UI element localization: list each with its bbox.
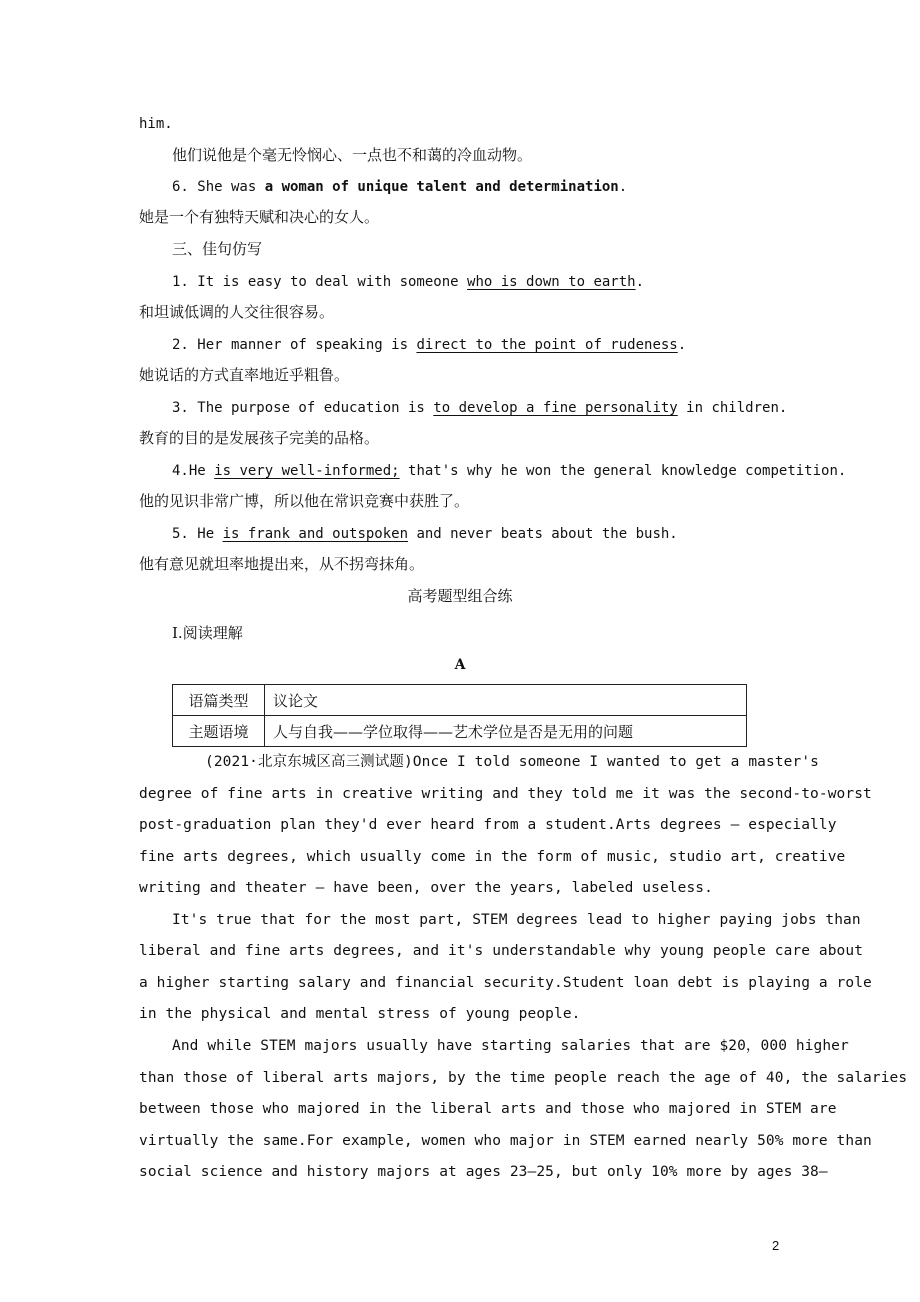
imitation-sentence-2: [172, 335, 686, 355]
imitation-sentence-1: [172, 272, 644, 292]
passage-line: in the physical and mental stress of young people.: [139, 1006, 581, 1022]
table-key: 主题语境: [173, 716, 265, 747]
translation-line: 她说话的方式直率地近乎粗鲁。: [139, 366, 350, 384]
sentence-prefix: 4.He: [172, 463, 215, 479]
sentence-suffix: .: [635, 274, 645, 290]
passage-letter: A: [454, 657, 466, 673]
sentence-suffix: in children.: [677, 400, 788, 416]
underlined-phrase: who is down to earth: [467, 274, 636, 290]
page-number: 2: [772, 1238, 780, 1253]
example-sentence-6: [172, 177, 627, 197]
passage-line: And while STEM majors usually have starting salaries that are $20，000 higher: [172, 1038, 849, 1054]
text-line: him.: [139, 116, 173, 132]
sentence-suffix: that's why he won the general knowledge competition.: [399, 463, 847, 479]
table-value: 人与自我——学位取得——艺术学位是否是无用的问题: [265, 716, 747, 747]
table-key: 语篇类型: [173, 685, 265, 716]
text-line-chinese: 她是一个有独特天赋和决心的女人。: [139, 208, 380, 226]
table-row: [173, 685, 747, 716]
passage-line: liberal and fine arts degrees, and it's understandable why young people care about: [139, 943, 864, 959]
sentence-prefix: 3. The purpose of education is: [172, 400, 434, 416]
passage-info-table: [172, 684, 747, 747]
passage-line: social science and history majors at ages 23—25, but only 10% more by ages 38—: [139, 1164, 828, 1180]
passage-line: post-graduation plan they'd ever heard from a student.Arts degrees — especially: [139, 817, 837, 833]
underlined-phrase: to develop a fine personality: [433, 400, 678, 416]
passage-line: writing and theater — have been, over the years, labeled useless.: [139, 880, 713, 896]
translation-line: 教育的目的是发展孩子完美的品格。: [139, 429, 380, 447]
part-heading: Ⅰ.阅读理解: [172, 624, 243, 642]
imitation-sentence-3: [172, 398, 787, 418]
section-title: 高考题型组合练: [407, 587, 513, 605]
passage-line: degree of fine arts in creative writing and they told me it was the second-to-worst: [139, 786, 872, 802]
sentence-prefix: 2. Her manner of speaking is: [172, 337, 417, 353]
sentence-prefix: 1. It is easy to deal with someone: [172, 274, 468, 290]
sentence-suffix: .: [677, 337, 687, 353]
passage-line: fine arts degrees, which usually come in the form of music, studio art, creative: [139, 849, 846, 865]
passage-line: (2021·北京东城区高三测试题)Once I told someone I wanted to get a master's: [205, 754, 819, 770]
underlined-phrase: direct to the point of rudeness: [416, 337, 678, 353]
passage-line: virtually the same.For example, women who major in STEM earned nearly 50% more than: [139, 1133, 872, 1149]
translation-line: 他的见识非常广博，所以他在常识竞赛中获胜了。: [139, 492, 470, 510]
text-line-chinese: 他们说他是个毫无怜悯心、一点也不和蔼的冷血动物。: [172, 146, 533, 164]
underlined-phrase: is frank and outspoken: [222, 526, 409, 542]
table-row: [173, 716, 747, 747]
sentence-suffix: and never beats about the bush.: [408, 526, 678, 542]
section-heading: 三、佳句仿写: [172, 240, 263, 258]
imitation-sentence-4: [172, 461, 846, 481]
bold-phrase: a woman of unique talent and determination: [264, 179, 619, 195]
table-value: 议论文: [265, 685, 747, 716]
imitation-sentence-5: [172, 524, 678, 544]
sentence-prefix: 6. She was: [172, 179, 265, 195]
passage-line: a higher starting salary and financial security.Student loan debt is playing a role: [139, 975, 872, 991]
underlined-phrase: is very well-informed;: [214, 463, 400, 479]
translation-line: 和坦诚低调的人交往很容易。: [139, 303, 335, 321]
translation-line: 他有意见就坦率地提出来，从不拐弯抹角。: [139, 555, 425, 573]
sentence-prefix: 5. He: [172, 526, 223, 542]
passage-line: between those who majored in the liberal arts and those who majored in STEM are: [139, 1101, 837, 1117]
sentence-suffix: .: [618, 179, 628, 195]
passage-line: than those of liberal arts majors, by the time people reach the age of 40, the salaries: [139, 1070, 908, 1086]
passage-line: It's true that for the most part, STEM degrees lead to higher paying jobs than: [172, 912, 861, 928]
